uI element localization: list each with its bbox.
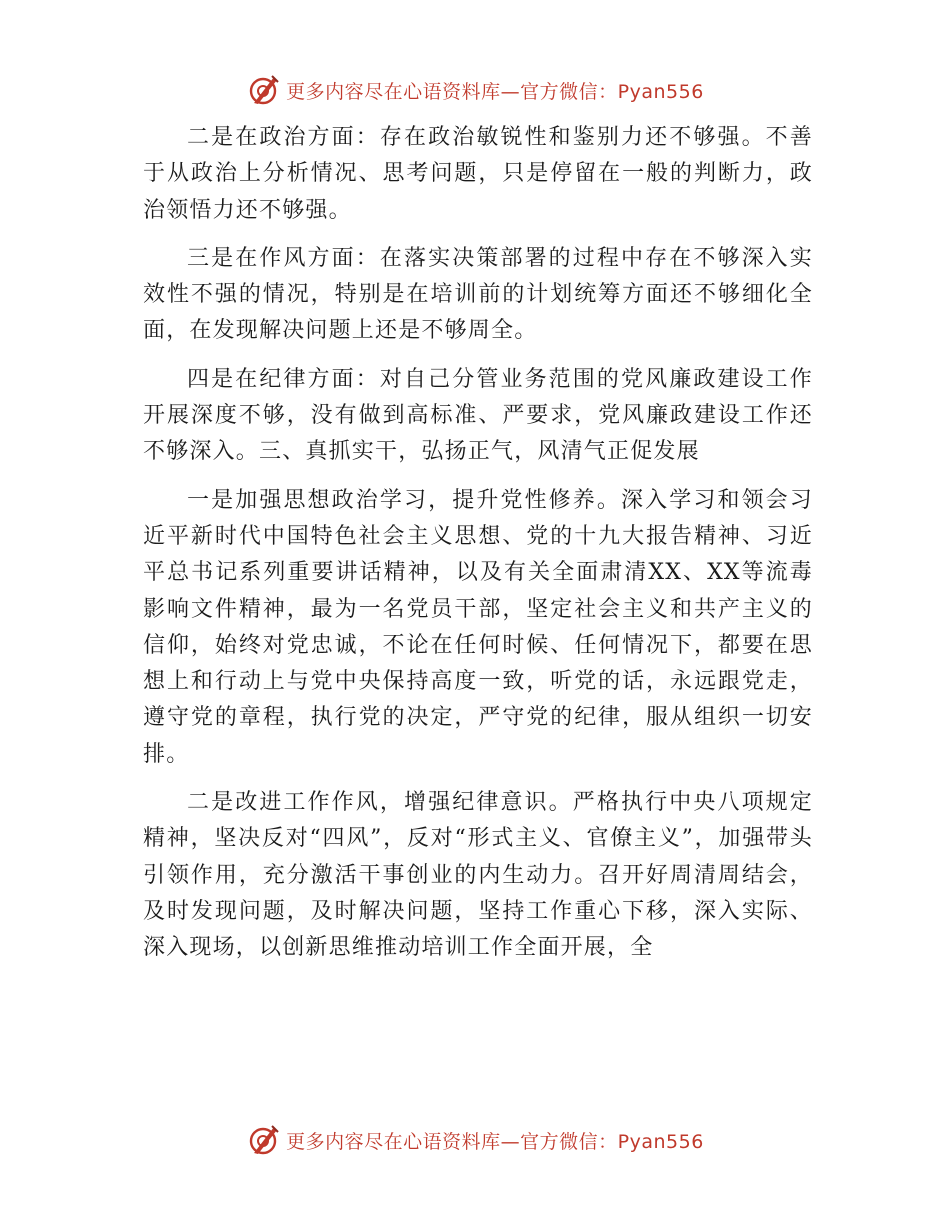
quill-seal-icon <box>246 73 280 107</box>
paragraph-work-style: 三是在作风方面：在落实决策部署的过程中存在不够深入实效性不强的情况，特别是在培训前的计划统筹方面还不够细化全面，在发现解决问题上还是不够周全。 <box>143 245 813 344</box>
banner-text: 更多内容尽在心语资料库—官方微信：Pyan556 <box>286 80 704 103</box>
footer-banner <box>0 1120 950 1160</box>
header-banner <box>0 70 950 110</box>
paragraph-discipline: 四是在纪律方面：对自己分管业务范围的党风廉政建设工作开展深度不够，没有做到高标准、严要求，党风廉政建设工作还不够深入。三、真抓实干，弘扬正气，风清气正促发展 <box>143 366 813 465</box>
paragraph-study: 一是加强思想政治学习，提升党性修养。深入学习和领会习近平新时代中国特色社会主义思想、党的十九大报告精神、习近平总书记系列重要讲话精神，以及有关全面肃清XX、XX等流毒影响文件精神，最为一名党员干部，坚定社会主义和共产主义的信仰，始终对党忠诚，不论在任何时候、任何情况下，都要在思想上和行动上与党中央保持高度一致，听党的话，永远跟党走，遵守党的章程，执行党的决定，严守党的纪律，服从组织一切安排。 <box>143 487 813 767</box>
document-body <box>143 120 813 979</box>
paragraph-political: 二是在政治方面：存在政治敏锐性和鉴别力还不够强。不善于从政治上分析情况、思考问题，只是停留在一般的判断力，政治领悟力还不够强。 <box>143 125 813 223</box>
banner-text: 更多内容尽在心语资料库—官方微信：Pyan556 <box>286 1130 704 1153</box>
paragraph-improve-style: 二是改进工作作风，增强纪律意识。严格执行中央八项规定精神，坚决反对“四风”，反对“形式主义、官僚主义”，加强带头引领作用，充分激活干事创业的内生动力。召开好周清周结会，及时发现问题，及时解决问题，坚持工作重心下移，深入实际、深入现场，以创新思维推动培训工作全面开展，全 <box>143 790 813 961</box>
quill-seal-icon <box>246 1123 280 1157</box>
